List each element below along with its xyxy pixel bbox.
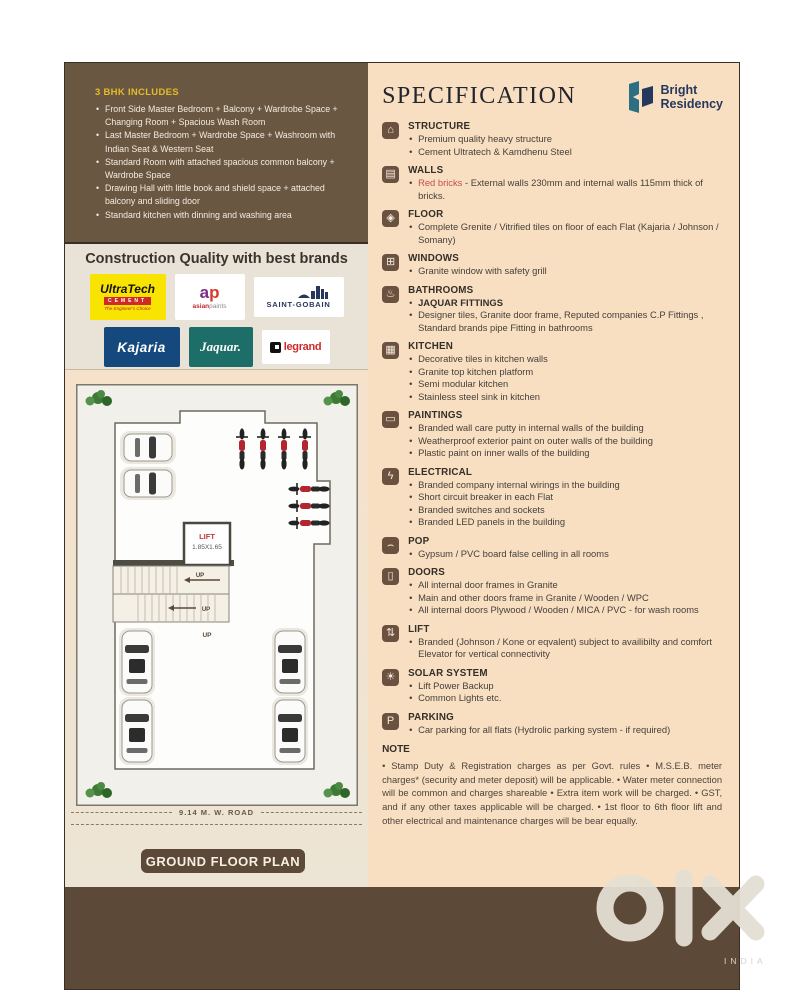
spec-bullet-list (408, 548, 609, 561)
spec-bullet-list (408, 353, 548, 403)
spec-section-title: ELECTRICAL (408, 466, 473, 478)
spec-section-walls (382, 165, 723, 202)
spec-bullet: • Stainless steel sink in kitchen (408, 391, 548, 404)
brand-name: Bright Residency (660, 82, 723, 111)
spec-section-windows (382, 253, 723, 278)
spec-bullet: • Branded LED panels in the building (408, 516, 620, 529)
note-section (382, 744, 723, 827)
spec-bullet: • Designer tiles, Granite door frame, Reputed companies C.P Fittings , Standard brands pipe Fitting in bathrooms (408, 309, 723, 334)
svg-text:UP: UP (195, 573, 205, 579)
spec-bullet: • JAQUAR FITTINGS (408, 297, 723, 310)
bathrooms-icon: ♨ (382, 286, 399, 303)
lift-size-label: 1.85X1.65 (192, 544, 222, 551)
lift-label: LIFT (199, 532, 215, 541)
spec-bullet: • Decorative tiles in kitchen walls (408, 353, 548, 366)
road-label: 9.14 M. W. ROAD (179, 808, 255, 817)
spec-bullet-list (408, 133, 572, 158)
asianpaints-mark-icon: ap (199, 283, 220, 302)
spec-sections (382, 121, 723, 736)
brand-logo-asianpaints (175, 274, 245, 320)
brands-section (65, 242, 368, 369)
pop-icon: ⌢ (382, 537, 399, 554)
brand-logo-ultratech (90, 274, 166, 320)
spec-bullet: • Premium quality heavy structure (408, 133, 572, 146)
spec-bullet-list (408, 724, 670, 737)
spec-section-title: BATHROOMS (408, 284, 474, 296)
spec-bullet: • Red bricks - External walls 230mm and internal walls 115mm thick of bricks. (408, 177, 723, 202)
spec-section-lift (382, 624, 723, 661)
paintings-icon: ▭ (382, 411, 399, 428)
spec-section-kitchen (382, 341, 723, 403)
spec-bullet: • Semi modular kitchen (408, 378, 548, 391)
spec-section-body (408, 285, 723, 335)
brand-name: Kajaria (117, 339, 166, 355)
specification-header (382, 75, 723, 113)
brand-subtitle: CEMENT (104, 297, 151, 305)
spec-section-title: PARKING (408, 711, 454, 723)
bhk-includes-section (65, 63, 368, 242)
note-body: • Stamp Duty & Registration charges as per Govt. rules • M.S.E.B. meter charges* (security and meter deposit) will be applicable. • Water meter connection will be common and charges shareable • Extra item work will be charged. • GST, and if any other taxes applicable will be charged. • 1st floor to 6th floor lift and other electrical and maintenance charges will be bear equally. (382, 760, 723, 826)
bhk-title: 3 BHK INCLUDES (95, 87, 179, 98)
left-panel (65, 63, 368, 887)
spec-bullet: • Short circuit breaker in each Flat (408, 491, 620, 504)
brand-name: UltraTech (100, 282, 155, 296)
bhk-item: • Standard kitchen with dinning and washing area (95, 209, 356, 222)
bright-residency-logo (629, 81, 723, 113)
road-dashed-line (71, 824, 362, 825)
spec-bullet-list (408, 297, 723, 335)
brand-name: legrand (283, 341, 322, 353)
brand-name: SAINT-GOBAIN (266, 300, 331, 309)
bright-residency-mark-icon (629, 81, 654, 113)
spec-bullet: • Weatherproof exterior paint on outer walls of the building (408, 435, 653, 448)
city-skyline-icon (296, 285, 330, 299)
spec-bullet: • Granite window with safety grill (408, 265, 547, 278)
spec-section-title: FLOOR (408, 209, 444, 220)
floor-plan-section (65, 369, 368, 887)
spec-section-body (408, 253, 547, 278)
document-frame (64, 62, 740, 990)
page-title: SPECIFICATION (382, 83, 577, 109)
doors-icon: ▯ (382, 568, 399, 585)
spec-bullet-list (408, 221, 723, 246)
car-icon (272, 628, 308, 696)
spec-section-body (408, 712, 670, 737)
spec-bullet: • All internal door frames in Granite (408, 579, 699, 592)
olx-logo-icon (592, 868, 804, 952)
spec-section-parking (382, 712, 723, 737)
spec-bullet: • Gypsum / PVC board false celling in all rooms (408, 548, 609, 561)
spec-bullet-list (408, 177, 723, 202)
kitchen-icon: ▦ (382, 342, 399, 359)
spec-section-body (408, 341, 548, 403)
walls-icon: ▤ (382, 166, 399, 183)
spec-section-structure (382, 121, 723, 158)
spec-section-body (408, 624, 723, 661)
car-icon (120, 467, 176, 500)
floor-icon: ◈ (382, 210, 399, 227)
spec-section-title: WINDOWS (408, 253, 459, 264)
olx-watermark (592, 868, 804, 966)
bhk-item: • Standard Room with attached spacious common balcony + Wardrobe Space (95, 156, 356, 182)
brands-title: Construction Quality with best brands (85, 251, 348, 267)
spec-bullet: • Branded wall care putty in internal walls of the building (408, 422, 653, 435)
spec-section-title: KITCHEN (408, 341, 454, 352)
spec-section-solar-system (382, 668, 723, 705)
spec-section-bathrooms (382, 285, 723, 335)
windows-icon: ⊞ (382, 254, 399, 271)
bhk-item: • Drawing Hall with little book and shield space + attached balcony and sliding door (95, 182, 356, 208)
spec-bullet: • Branded switches and sockets (408, 504, 620, 517)
up-label: UP (202, 632, 212, 639)
car-icon (120, 431, 176, 464)
spec-section-paintings (382, 410, 723, 460)
spec-bullet-list (408, 479, 620, 529)
bhk-item: • Last Master Bedroom + Wardrobe Space + Washroom with Indian Seat & Western Seat (95, 129, 356, 155)
brand-name: Jaquar. (200, 339, 241, 354)
spec-bullet: • Branded (Johnson / Kone or eqvalent) subject to availibilty and comfort Elevator for vertical connectivity (408, 636, 723, 661)
bhk-list (95, 103, 356, 222)
spec-section-body (408, 467, 620, 529)
floor-plan-caption: GROUND FLOOR PLAN (139, 847, 307, 875)
spec-bullet-list (408, 422, 653, 460)
solar-icon: ☀ (382, 669, 399, 686)
parking-icon: P (382, 713, 399, 730)
spec-section-body (408, 121, 572, 158)
car-icon (272, 697, 308, 765)
specification-panel (368, 63, 739, 887)
floor-plan-drawing (76, 384, 358, 806)
electrical-icon: ϟ (382, 468, 399, 485)
spec-section-body (408, 567, 699, 617)
svg-text:UP: UP (201, 607, 211, 613)
spec-section-body (408, 165, 723, 202)
spec-bullet-list (408, 680, 501, 705)
spec-bullet: • Branded company internal wirings in the building (408, 479, 620, 492)
spec-bullet: • Granite top kitchen platform (408, 366, 548, 379)
spec-section-title: WALLS (408, 165, 444, 176)
brand-name: asianpaints (192, 303, 227, 310)
spec-section-title: DOORS (408, 567, 445, 578)
spec-section-electrical (382, 467, 723, 529)
brand-tagline: The Engineer's Choice (104, 306, 151, 311)
note-title: NOTE (382, 744, 410, 755)
spec-bullet: • Car parking for all flats (Hydrolic parking system - if required) (408, 724, 670, 737)
structure-icon: ⌂ (382, 122, 399, 139)
bhk-item: • Front Side Master Bedroom + Balcony + Wardrobe Space + Changing Room + Spacious Wash Room (95, 103, 356, 129)
spec-section-title: LIFT (408, 623, 430, 635)
spec-bullet-list (408, 579, 699, 617)
spec-section-body (408, 536, 609, 561)
spec-bullet: • Complete Grenite / Vitrified tiles on floor of each Flat (Kajaria / Johnson / Somany) (408, 221, 723, 246)
spec-bullet-list (408, 636, 723, 661)
road-dashed-line (261, 812, 362, 813)
spec-section-body (408, 410, 653, 460)
spec-section-title: SOLAR SYSTEM (408, 667, 488, 679)
spec-section-floor (382, 209, 723, 246)
road-dashed-line (71, 812, 172, 813)
brand-logo-kajaria (104, 327, 180, 367)
spec-bullet-list (408, 265, 547, 278)
spec-section-pop (382, 536, 723, 561)
brand-logo-legrand (262, 330, 330, 364)
spec-section-doors (382, 567, 723, 617)
spec-section-title: POP (408, 535, 430, 547)
brand-grid (75, 274, 358, 367)
spec-bullet: • All internal doors Plywood / Wooden / MICA / PVC - for wash rooms (408, 604, 699, 617)
brand-logo-jaquar (189, 327, 253, 367)
spec-bullet: • Common Lights etc. (408, 692, 501, 705)
brand-logo-saintgobain (254, 277, 344, 317)
car-icon (119, 697, 155, 765)
spec-section-body (408, 209, 723, 246)
spec-section-body (408, 668, 501, 705)
spec-section-title: PAINTINGS (408, 410, 463, 421)
spec-bullet: • Main and other doors frame in Granite / Wooden / WPC (408, 592, 699, 605)
legrand-mark-icon (270, 342, 281, 353)
road-row (71, 808, 362, 817)
spec-bullet: • Lift Power Backup (408, 680, 501, 693)
spec-bullet: • Plastic paint on inner walls of the building (408, 447, 653, 460)
olx-india-label: INDIA (724, 956, 767, 966)
spec-section-title: STRUCTURE (408, 121, 471, 132)
spec-bullet: • Cement Ultratech & Kamdhenu Steel (408, 146, 572, 159)
lift-icon: ⇅ (382, 625, 399, 642)
car-icon (119, 628, 155, 696)
